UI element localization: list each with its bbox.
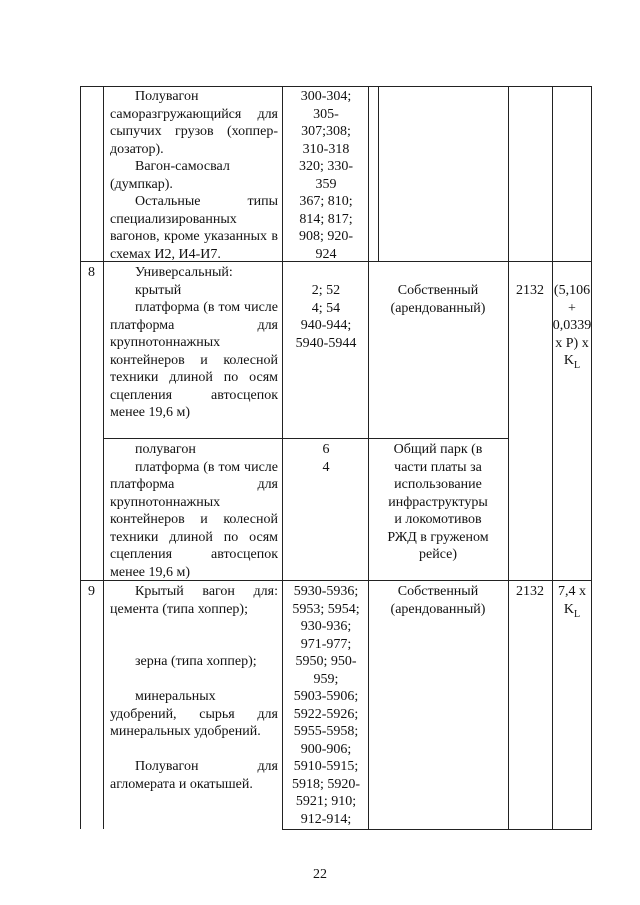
code-line: 924 bbox=[315, 246, 337, 262]
code-line: 310-318 bbox=[302, 141, 350, 157]
rate-line: (5,106 bbox=[553, 283, 591, 298]
park-line: Общий парк (в bbox=[393, 442, 483, 457]
code-line: 300-304; bbox=[300, 89, 352, 104]
park-line: части платы за bbox=[394, 459, 482, 475]
table-rule bbox=[378, 86, 379, 261]
code-line: 5950; 950- bbox=[295, 654, 357, 669]
code-line: 908; 920- bbox=[298, 229, 354, 244]
row8-codes-2 bbox=[286, 441, 366, 476]
park-line: Собственный bbox=[397, 283, 479, 298]
row8-desc-line: полувагон bbox=[135, 442, 196, 457]
row0-desc-line: Остальные типы специализированных вагонов, кроме указанных в схемах И2, И4-И7. bbox=[110, 194, 278, 262]
table-rule bbox=[103, 86, 104, 829]
row8-rate bbox=[552, 282, 592, 374]
rate-coefficient bbox=[552, 352, 592, 374]
code-line: 4 bbox=[322, 459, 330, 475]
code-line: 305- bbox=[313, 106, 339, 122]
row9-description-a bbox=[110, 583, 278, 618]
k-symbol: K bbox=[563, 601, 574, 617]
code-line: 5953; 5954; bbox=[292, 601, 360, 617]
row9-desc-line: Крытый вагон для: цемента (типа хоппер); bbox=[110, 584, 278, 617]
row8-scheme: 2132 bbox=[516, 283, 544, 298]
table-rule bbox=[508, 86, 509, 829]
k-subscript: L bbox=[574, 359, 581, 371]
row9-rate bbox=[552, 583, 592, 623]
row8-codes-1 bbox=[286, 282, 366, 352]
row9-park bbox=[370, 583, 506, 618]
code-line: 307;308; bbox=[301, 124, 351, 139]
code-line: 940-944; bbox=[300, 318, 352, 333]
row9-number: 9 bbox=[88, 584, 95, 599]
table-rule bbox=[103, 438, 508, 439]
row0-desc-line: Полувагон саморазгружающийся для сыпучих грузов (хоппер-дозатор). bbox=[110, 89, 278, 157]
row8-park-2 bbox=[370, 441, 506, 564]
table-rule bbox=[282, 86, 283, 829]
code-line: 5940-5944 bbox=[295, 335, 357, 351]
code-line: 5910-5915; bbox=[293, 759, 359, 774]
park-line: (арендованный) bbox=[390, 300, 486, 316]
rate-line: x P) x bbox=[555, 335, 589, 351]
rate-coefficient bbox=[552, 601, 592, 623]
page-number: 22 bbox=[313, 867, 327, 882]
code-line: 5930-5936; bbox=[293, 584, 359, 599]
code-line: 367; 810; bbox=[299, 194, 353, 209]
code-line: 814; 817; bbox=[299, 211, 353, 227]
row8-desc-line: Универсальный: bbox=[135, 265, 233, 280]
row9-desc-line: минеральных удобрений, сырья для минеральных удобрений. bbox=[110, 689, 278, 739]
row9-codes bbox=[284, 583, 368, 828]
row8-description-2 bbox=[110, 441, 278, 581]
code-line: 5903-5906; bbox=[293, 689, 359, 704]
row9-desc-line: зерна (типа хоппер); bbox=[135, 654, 257, 669]
code-line: 5922-5926; bbox=[293, 706, 359, 722]
table-rule bbox=[591, 86, 592, 829]
row9-description-d bbox=[110, 758, 278, 793]
code-line: 912-914; bbox=[300, 811, 352, 827]
park-line: РЖД в груженом bbox=[387, 529, 489, 545]
rate-line: 7,4 x bbox=[558, 584, 586, 599]
rate-line: + bbox=[568, 300, 576, 316]
park-line: Собственный bbox=[397, 584, 479, 599]
row8-desc-line: платформа (в том числе платформа для крупнотоннажных контейнеров и колесной техники длиной по осям сцепления автосцепок менее 19,6 м) bbox=[110, 459, 278, 580]
code-line: 900-906; bbox=[300, 741, 352, 757]
table-rule bbox=[552, 86, 553, 829]
row9-description-c bbox=[110, 688, 278, 741]
code-line: 5955-5958; bbox=[293, 724, 359, 739]
row8-number: 8 bbox=[88, 265, 95, 280]
code-line: 5921; 910; bbox=[295, 794, 357, 809]
park-line: рейсе) bbox=[419, 547, 457, 562]
row8-desc-line: крытый bbox=[135, 282, 182, 298]
code-line: 959; bbox=[313, 671, 339, 687]
park-line: и локомотивов bbox=[394, 512, 482, 527]
rate-line: 0,0339 bbox=[552, 318, 592, 333]
k-subscript: L bbox=[574, 608, 581, 620]
code-line: 359 bbox=[315, 176, 337, 192]
park-line: использование bbox=[394, 477, 482, 492]
row9-scheme: 2132 bbox=[516, 584, 544, 599]
row0-codes bbox=[286, 88, 366, 263]
row0-desc-line: Вагон-самосвал (думпкар). bbox=[110, 159, 230, 192]
row9-desc-line: Полувагон для агломерата и окатышей. bbox=[110, 759, 278, 792]
code-line: 971-977; bbox=[300, 636, 352, 652]
row0-description bbox=[110, 88, 278, 263]
table-rule bbox=[368, 86, 369, 829]
row8-description-1 bbox=[110, 264, 278, 422]
code-line: 2; 52 bbox=[311, 283, 341, 298]
code-line: 5918; 5920- bbox=[291, 776, 361, 792]
code-line: 930-936; bbox=[300, 619, 352, 634]
row8-desc-line: платформа (в том числе платформа для крупнотоннажных контейнеров и колесной техники длиной по осям сцепления автосцепок менее 19,6 м) bbox=[110, 300, 278, 420]
k-symbol: K bbox=[563, 353, 574, 368]
row9-description-b bbox=[110, 653, 278, 671]
code-line: 4; 54 bbox=[311, 300, 341, 316]
code-line: 320; 330- bbox=[298, 159, 354, 174]
code-line: 6 bbox=[322, 442, 330, 457]
park-line: инфраструктуры bbox=[388, 494, 488, 510]
park-line: (арендованный) bbox=[390, 601, 486, 617]
table-rule bbox=[282, 829, 592, 830]
table-rule bbox=[80, 86, 592, 87]
row8-park-1 bbox=[370, 282, 506, 317]
table-rule bbox=[80, 86, 81, 829]
